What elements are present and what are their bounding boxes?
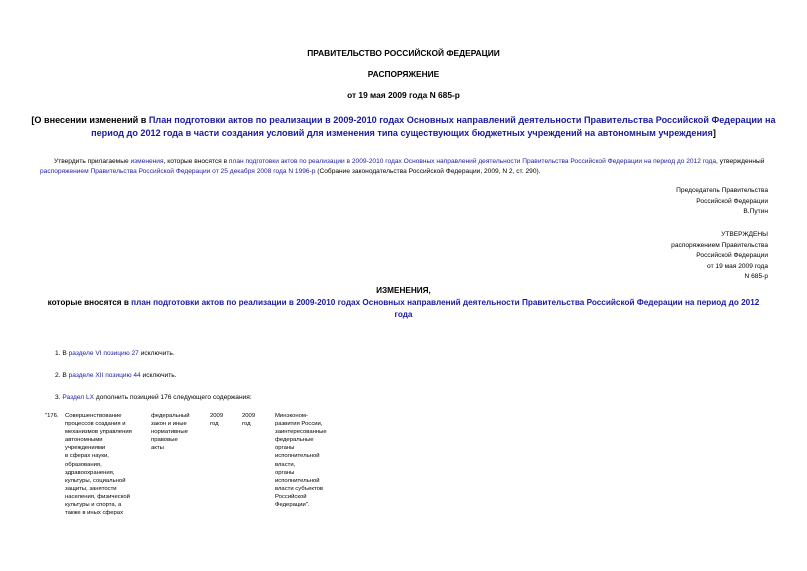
table-cell-line: Совершенствование <box>65 413 122 419</box>
order-link[interactable]: распоряжением Правительства Российской Федерации от 25 декабря 2008 года N 1996-р <box>40 168 316 175</box>
table-cell-line: органы <box>275 469 295 476</box>
item-suffix: исключить. <box>138 350 175 357</box>
approved-line: N 685-р <box>744 273 768 281</box>
changes-subtitle <box>40 297 767 321</box>
table-cell-line: учреждениями <box>65 445 106 452</box>
item-prefix: 2. В <box>55 372 69 379</box>
table-cell-line: образования, <box>65 461 102 468</box>
item-suffix: дополнить позицией 176 следующего содержания: <box>94 394 252 401</box>
signature-block <box>676 186 768 218</box>
item-suffix: исключить. <box>140 372 177 379</box>
table-cell-year-end <box>242 412 267 428</box>
table-cell-line: год <box>242 421 251 428</box>
government-heading: ПРАВИТЕЛЬСТВО РОССИЙСКОЙ ФЕДЕРАЦИИ <box>307 48 500 58</box>
table-cell-line: в сферах науки, <box>65 453 109 460</box>
table-cell-responsible <box>275 412 345 509</box>
table-cell-line: власти субъектов <box>275 485 324 492</box>
title-open: [О внесении изменений в <box>31 115 149 125</box>
title-link[interactable]: План подготовки актов по реализации в 2009-2010 годах Основных направлений деятельности Правительства Российской Федерации на период до 2012 года в части создания условий для изменения типа существующих бюджетных учреждений на автономным учреждения <box>91 115 776 138</box>
intro-paragraph <box>40 157 772 177</box>
table-cell-line: органы <box>275 445 295 452</box>
table-cell-line: культуры и спорта, а <box>65 502 122 509</box>
intro-text-2: , которые вносятся в <box>163 158 229 165</box>
approved-line: УТВЕРЖДЕНЫ <box>721 231 768 238</box>
table-cell-line: процессов создания и <box>65 421 126 428</box>
table-cell-line: 2009 <box>210 413 224 419</box>
document-title <box>30 114 777 139</box>
table-cell-line: Российской <box>275 493 307 500</box>
signature-name: В.Путин <box>743 208 768 216</box>
approved-block <box>671 230 768 283</box>
table-cell-line: заинтересованные <box>275 429 327 436</box>
changes-plan-link[interactable]: план подготовки актов по реализации в 2009-2010 годах Основных направлений деятельности Правительства Российской Федерации на период до 2012 года <box>131 298 760 319</box>
plan-link[interactable]: план подготовки актов по реализации в 2009-2010 годах Основных направлений деятельности Правительства Российской Федерации на период до 2012 года <box>228 158 717 165</box>
item-prefix: 3. <box>55 394 63 401</box>
changes-subtitle-text: которые вносятся в <box>47 298 132 307</box>
table-cell-line: Минэконом- <box>275 413 308 419</box>
table-cell-line: защиты, занятости <box>65 485 117 492</box>
list-item <box>55 372 177 379</box>
table-cell-line: власти, <box>275 461 296 468</box>
table-cell-line: культуры, социальной <box>65 477 126 484</box>
table-cell-line: год <box>210 421 219 428</box>
table-cell-line: Федерации". <box>275 502 310 509</box>
approved-line: Российской Федерации <box>696 252 768 260</box>
table-cell-line: также в иных сферах <box>65 510 124 517</box>
section-xii-link[interactable]: разделе XII позицию 44 <box>68 372 141 379</box>
table-cell-line: федеральный <box>151 413 190 419</box>
document-type: РАСПОРЯЖЕНИЕ <box>367 69 440 79</box>
intro-text-3: , утвержденный <box>716 158 765 165</box>
item-prefix: 1. В <box>55 350 69 357</box>
table-cell-name <box>65 412 150 517</box>
table-cell-year-start <box>210 412 235 428</box>
changes-title: ИЗМЕНЕНИЯ, <box>376 286 431 295</box>
approved-line: от 19 мая 2009 года <box>707 262 768 270</box>
signature-line: Российской Федерации <box>696 197 768 205</box>
table-cell-line: здравоохранения, <box>65 469 115 476</box>
table-cell-line: механизмов управления <box>65 429 132 436</box>
table-cell-line: нормативные <box>151 429 188 436</box>
title-close: ] <box>712 127 716 138</box>
table-cell-line: населения, физической <box>65 493 130 500</box>
changes-link[interactable]: изменения <box>130 158 164 165</box>
approved-line: распоряжением Правительства <box>671 241 768 249</box>
table-cell-form <box>151 412 206 452</box>
table-cell-line: закон и иные <box>151 421 187 428</box>
list-item <box>55 394 252 401</box>
table-cell-line: автономными <box>65 437 103 444</box>
table-cell-line: исполнительной <box>275 477 320 484</box>
intro-text-4: (Собрание законодательства Российской Федерации, 2009, N 2, ст. 290). <box>315 168 541 175</box>
table-cell-number: "176. <box>45 413 59 419</box>
table-cell-line: 2009 <box>242 413 256 419</box>
table-cell-line: развития России, <box>275 421 323 428</box>
intro-text-1: Утвердить прилагаемые <box>54 158 131 165</box>
table-cell-line: федеральные <box>275 437 314 444</box>
document-date-number: от 19 мая 2009 года N 685-р <box>347 90 460 100</box>
section-lx-link[interactable]: Раздел LX <box>62 394 95 401</box>
signature-line: Председатель Правительства <box>676 187 768 194</box>
list-item <box>55 350 175 357</box>
table-cell-line: правовые <box>151 437 178 444</box>
table-cell-line: акты <box>151 445 164 452</box>
table-cell-line: исполнительной <box>275 453 320 460</box>
section-vi-link[interactable]: разделе VI позицию 27 <box>68 350 139 357</box>
